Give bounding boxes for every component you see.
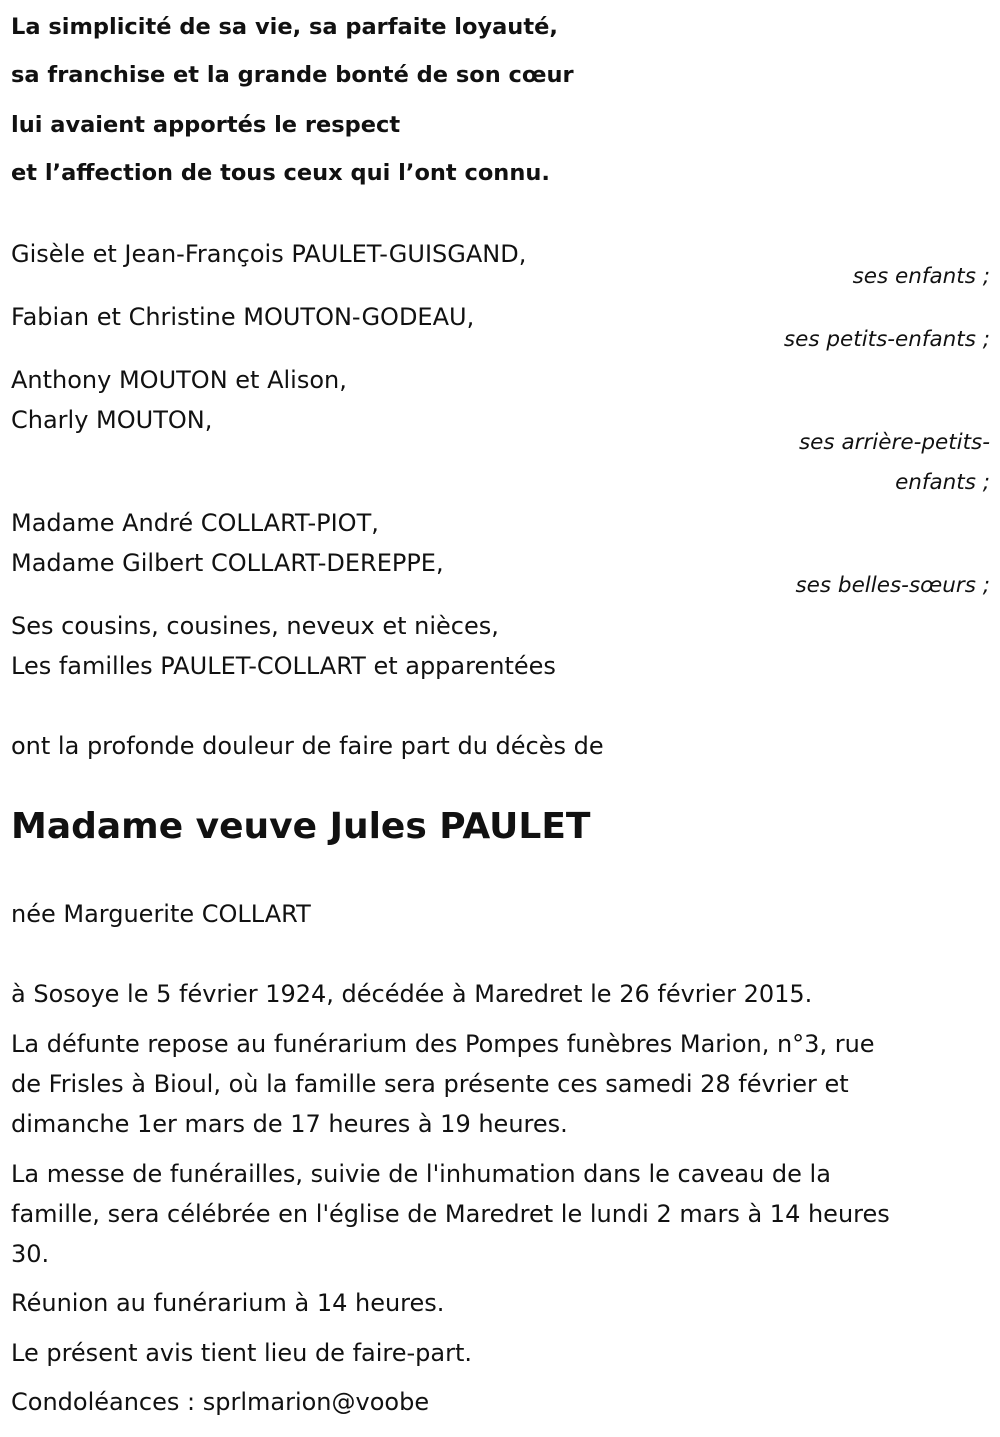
families-line: Les familles PAULET-COLLART et apparentées bbox=[11, 652, 556, 680]
sister-in-law-1: Madame André COLLART-PIOT, bbox=[11, 509, 379, 537]
grandchildren-names: Fabian et Christine MOUTON-GODEAU, bbox=[11, 303, 475, 331]
epigraph-line-2: sa franchise et la grande bonté de son cœur bbox=[11, 62, 574, 88]
great-grandchildren-relation-line-1: ses arrière-petits- bbox=[798, 430, 990, 455]
birth-death-line: à Sosoye le 5 février 1924, décédée à Maredret le 26 février 2015. bbox=[11, 980, 813, 1008]
notice-line: Le présent avis tient lieu de faire-part. bbox=[11, 1339, 473, 1367]
grandchildren-relation: ses petits-enfants ; bbox=[783, 327, 990, 352]
cousins-line: Ses cousins, cousines, neveux et nièces, bbox=[11, 612, 499, 640]
epigraph-line-4: et l’affection de tous ceux qui l’ont connu. bbox=[11, 160, 550, 186]
funeral-line-1: La messe de funérailles, suivie de l'inhumation dans le caveau de la bbox=[11, 1160, 831, 1188]
condolences-line: Condoléances : sprlmarion@voobe bbox=[11, 1388, 430, 1416]
announcement: ont la profonde douleur de faire part du décès de bbox=[11, 732, 604, 760]
great-grandchildren-name-1: Anthony MOUTON et Alison, bbox=[11, 366, 347, 394]
viewing-line-3: dimanche 1er mars de 17 heures à 19 heures. bbox=[11, 1110, 568, 1138]
children-names: Gisèle et Jean-François PAULET-GUISGAND, bbox=[11, 240, 527, 268]
viewing-line-1: La défunte repose au funérarium des Pompes funèbres Marion, n°3, rue bbox=[11, 1030, 875, 1058]
epigraph-line-1: La simplicité de sa vie, sa parfaite loyauté, bbox=[11, 14, 558, 40]
funeral-line-3: 30. bbox=[11, 1240, 50, 1268]
children-relation: ses enfants ; bbox=[852, 264, 990, 289]
great-grandchildren-relation-line-2: enfants ; bbox=[895, 470, 990, 495]
sister-in-law-2: Madame Gilbert COLLART-DEREPPE, bbox=[11, 549, 444, 577]
funeral-line-2: famille, sera célébrée en l'église de Maredret le lundi 2 mars à 14 heures bbox=[11, 1200, 890, 1228]
sisters-in-law-relation: ses belles-sœurs ; bbox=[795, 573, 990, 598]
meeting-line: Réunion au funérarium à 14 heures. bbox=[11, 1289, 445, 1317]
viewing-line-2: de Frisles à Bioul, où la famille sera présente ces samedi 28 février et bbox=[11, 1070, 849, 1098]
deceased-name: Madame veuve Jules PAULET bbox=[11, 806, 591, 847]
maiden-name: née Marguerite COLLART bbox=[11, 900, 311, 928]
great-grandchildren-name-2: Charly MOUTON, bbox=[11, 406, 213, 434]
epigraph-line-3: lui avaient apportés le respect bbox=[11, 112, 401, 138]
